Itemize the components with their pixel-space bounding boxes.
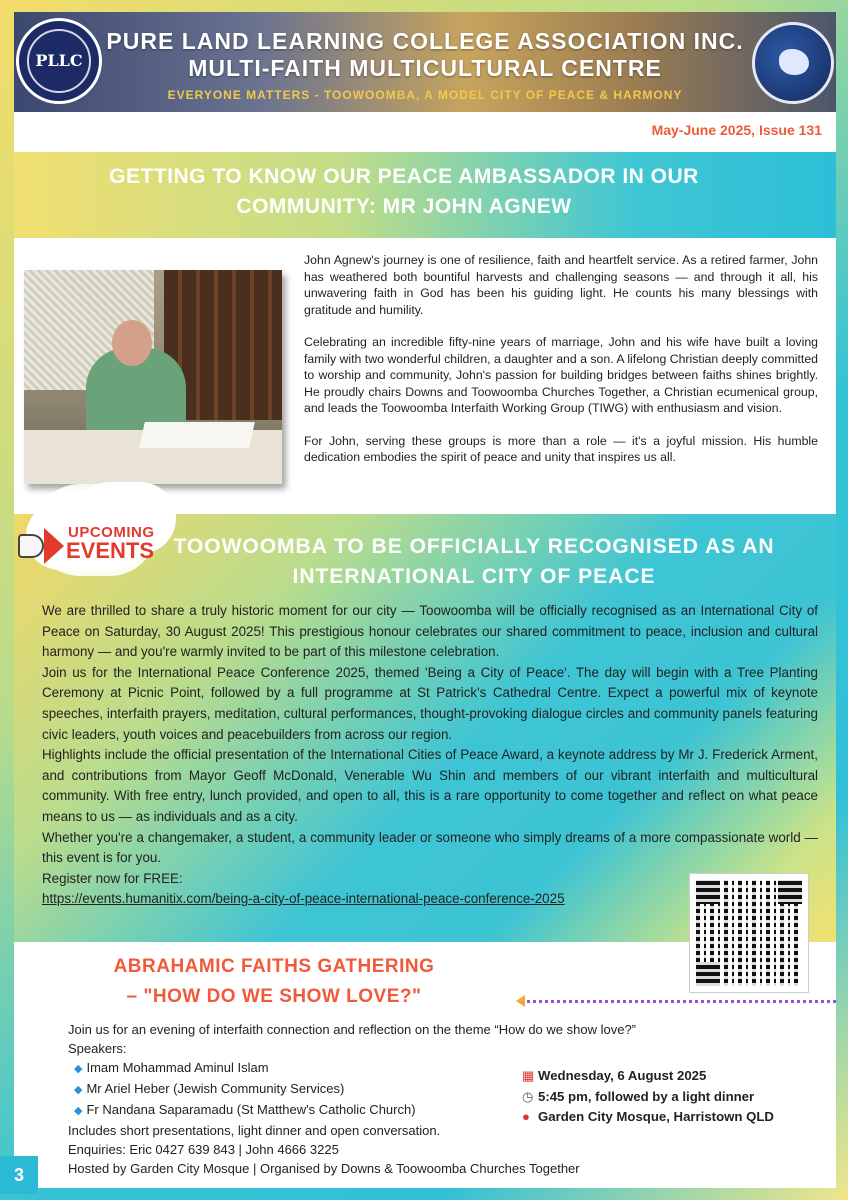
arrow-icon xyxy=(516,995,525,1007)
upcoming-events-badge xyxy=(14,520,174,574)
globe-logo xyxy=(752,22,834,104)
abrahamic-heading-box xyxy=(14,942,518,1018)
college-logo: PLLC xyxy=(16,18,102,104)
bio-paragraph: Celebrating an incredible fifty-nine years of marriage, John and his wife have built a loving family with two wonderful children, a daughter and a son. A lifelong Christian deeply committed to worship and community, John's passion for building bridges between faiths shines brightly. He proudly chairs Downs and Toowoomba Churches Together, a Christian ecumenical group, and leads the Toowoomba Interfaith Working Group (TIWG) with enthusiasm and vision. xyxy=(304,335,819,415)
clock-icon: ◷ xyxy=(522,1088,534,1104)
event-venue: ● Garden City Mosque, Harristown QLD xyxy=(522,1107,822,1128)
register-link[interactable]: https://events.humanitix.com/being-a-city-of-peace-international-peace-conference-2025 xyxy=(42,891,565,907)
enquiries-text: Enquiries: Eric 0427 639 843 | John 4666 3225 xyxy=(68,1142,339,1157)
diamond-icon: ◆ xyxy=(74,1084,83,1096)
john-agnew-photo xyxy=(24,270,282,484)
event-logistics xyxy=(522,1066,822,1128)
includes-text: Includes short presentations, light dinner and open conversation. xyxy=(68,1123,441,1138)
speaker-item: ◆ Imam Mohammad Aminul Islam xyxy=(74,1060,269,1075)
page-number: 3 xyxy=(0,1156,38,1194)
abrahamic-title: ABRAHAMIC FAITHS GATHERING – "HOW DO WE SHOW LOVE?" xyxy=(113,956,435,1007)
peace-city-body xyxy=(42,601,818,910)
ambassador-title: GETTING TO KNOW OUR PEACE AMBASSADOR IN OUR COMMUNITY: MR JOHN AGNEW xyxy=(109,165,699,218)
hosted-text: Hosted by Garden City Mosque | Organised by Downs & Toowoomba Churches Together xyxy=(68,1161,580,1176)
megaphone-icon xyxy=(18,534,44,558)
badge-upcoming: UPCOMING xyxy=(68,524,155,541)
dotted-divider xyxy=(522,1000,836,1004)
register-label: Register now for FREE: xyxy=(42,870,183,886)
event-paragraph: We are thrilled to share a truly historic moment for our city — Toowoomba will be officially recognised as an International City of Peace on Saturday, 30 August 2025! This prestigious honour celebrates our shared commitment to peace, inclusion and cultural harmony — and you're warmly invited to be part of this milestone celebration. xyxy=(42,603,818,660)
speaker-item: ◆ Mr Ariel Heber (Jewish Community Services) xyxy=(74,1081,345,1096)
bio-paragraph: For John, serving these groups is more than a role — it's a joyful mission. His humble dedication embodies the spirit of peace and unity that inspires us all. xyxy=(304,433,818,464)
pin-icon: ● xyxy=(522,1109,530,1124)
speakers-label: Speakers: xyxy=(68,1041,127,1056)
tagline: EVERYONE MATTERS - TOOWOOMBA, A MODEL CITY OF PEACE & HARMONY xyxy=(167,88,683,102)
ambassador-heading-band xyxy=(14,152,836,238)
masthead xyxy=(14,12,836,112)
bio-paragraph: John Agnew's journey is one of resilience, faith and heartfelt service. As a retired farmer, John has weathered both bountiful harvests and challenging seasons — and through it all, his unwavering faith in God has been his guiding light. He counts his many blessings with gratitude and humility. xyxy=(304,253,818,317)
issue-label: May-June 2025, Issue 131 xyxy=(651,122,822,138)
org-name: PURE LAND LEARNING COLLEGE ASSOCIATION INC. xyxy=(106,28,744,54)
ambassador-bio xyxy=(304,252,818,482)
event-paragraph: Join us for the International Peace Conference 2025, themed 'Being a City of Peace'. The day will begin with a Tree Planting Ceremony at Picnic Point, followed by a full programme at St Patrick's Cathedral Centre. Expect a powerful mix of keynote speeches, interfaith prayers, meditation, cultural performances, thought-provoking dialogue circles and community panels featuring civic leaders, youth voices and peacebuilders from across our region. xyxy=(42,664,818,742)
event-paragraph: Whether you're a changemaker, a student, a community leader or someone who simply dreams of a more compassionate world — this event is for you. xyxy=(42,829,818,866)
calendar-icon: ▦ xyxy=(522,1068,535,1083)
diamond-icon: ◆ xyxy=(74,1105,83,1117)
register-qr-code[interactable] xyxy=(690,874,808,992)
peace-city-title: TOOWOOMBA TO BE OFFICIALLY RECOGNISED AS AN INTERNATIONAL CITY OF PEACE xyxy=(173,535,775,588)
centre-name: MULTI-FAITH MULTICULTURAL CENTRE xyxy=(188,55,662,81)
abrahamic-intro: Join us for an evening of interfaith connection and reflection on the theme “How do we show love?” xyxy=(68,1022,637,1037)
event-paragraph: Highlights include the official presentation of the International Cities of Peace Award, a keynote address by Mr J. Frederick Arment, and contributions from Mayor Geoff McDonald, Venerable Wu Shin and members of our vibrant interfaith and multicultural community. With free entry, lunch provided, and open to all, this is a rare opportunity to come together and reflect on what peace means to us — as individuals and as a city. xyxy=(42,747,818,824)
event-date: ▦ Wednesday, 6 August 2025 xyxy=(522,1066,822,1087)
speaker-item: ◆ Fr Nandana Saparamadu (St Matthew's Catholic Church) xyxy=(74,1102,416,1117)
badge-events: EVENTS xyxy=(66,538,155,563)
event-time: ◷ 5:45 pm, followed by a light dinner xyxy=(522,1087,822,1108)
diamond-icon: ◆ xyxy=(74,1063,83,1075)
